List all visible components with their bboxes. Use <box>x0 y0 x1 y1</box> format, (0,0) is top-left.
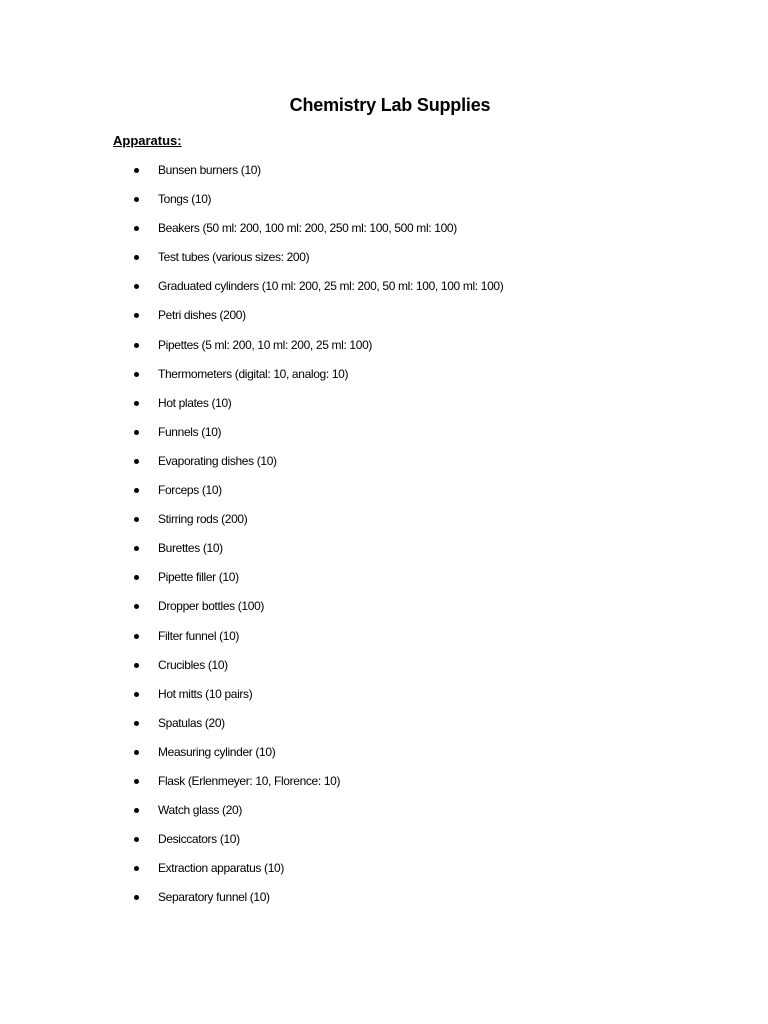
bullet-icon <box>134 430 139 435</box>
list-item <box>0 627 768 656</box>
list-item <box>0 306 768 335</box>
list-item <box>0 539 768 568</box>
list-item-text: Petri dishes (200) <box>158 308 246 323</box>
list-item <box>0 888 768 917</box>
list-item <box>0 190 768 219</box>
list-item-text: Filter funnel (10) <box>158 628 240 643</box>
list-item-text: Hot plates (10) <box>158 395 232 410</box>
bullet-icon <box>134 721 139 726</box>
list-item <box>0 859 768 888</box>
bullet-icon <box>134 750 139 755</box>
bullet-icon <box>134 488 139 493</box>
list-item <box>0 597 768 626</box>
list-item-text: Forceps (10) <box>158 483 222 498</box>
document-title: Chemistry Lab Supplies <box>289 95 491 115</box>
list-item <box>0 685 768 714</box>
list-item <box>0 219 768 248</box>
list-item-text: Bunsen burners (10) <box>158 163 261 177</box>
bullet-icon <box>134 546 139 551</box>
list-item-text: Test tubes (various sizes: 200) <box>158 250 310 265</box>
bullet-icon <box>134 575 139 580</box>
list-item <box>0 714 768 743</box>
list-item <box>0 277 768 306</box>
list-item <box>0 743 768 772</box>
list-item <box>0 481 768 510</box>
section-heading-apparatus: Apparatus: <box>113 133 182 148</box>
list-item-text: Burettes (10) <box>158 541 223 556</box>
bullet-icon <box>134 808 139 813</box>
list-item-text: Pipettes (5 ml: 200, 10 ml: 200, 25 ml: 100) <box>158 337 373 352</box>
bullet-icon <box>134 401 139 406</box>
list-item-text: Watch glass (20) <box>158 803 242 818</box>
list-item-text: Beakers (50 ml: 200, 100 ml: 200, 250 ml: 100, 500 ml: 100) <box>158 221 457 236</box>
bullet-icon <box>134 895 139 900</box>
bullet-icon <box>134 343 139 348</box>
bullet-icon <box>134 459 139 464</box>
bullet-icon <box>134 634 139 639</box>
list-item-text: Desiccators (10) <box>158 832 240 847</box>
bullet-icon <box>134 837 139 842</box>
bullet-icon <box>134 255 139 260</box>
list-item <box>0 248 768 277</box>
list-item-text: Crucibles (10) <box>158 657 228 672</box>
list-item <box>0 830 768 859</box>
list-item <box>0 365 768 394</box>
list-item-text: Separatory funnel (10) <box>158 890 270 905</box>
list-item <box>0 394 768 423</box>
list-item-text: Tongs (10) <box>158 192 212 207</box>
list-item-text: Dropper bottles (100) <box>158 599 265 614</box>
list-item <box>0 656 768 685</box>
bullet-icon <box>134 779 139 784</box>
list-item-text: Evaporating dishes (10) <box>158 453 277 468</box>
list-item-text: Pipette filler (10) <box>158 570 239 585</box>
list-item <box>0 452 768 481</box>
list-item-text: Flask (Erlenmeyer: 10, Florence: 10) <box>158 773 341 788</box>
list-item <box>0 510 768 539</box>
bullet-icon <box>134 663 139 668</box>
list-item <box>0 423 768 452</box>
list-item-text: Hot mitts (10 pairs) <box>158 686 253 701</box>
list-item <box>0 772 768 801</box>
bullet-icon <box>134 866 139 871</box>
apparatus-list <box>0 161 768 917</box>
bullet-icon <box>134 517 139 522</box>
list-item-text: Graduated cylinders (10 ml: 200, 25 ml: 200, 50 ml: 100, 100 ml: 100) <box>158 279 504 294</box>
list-item <box>0 336 768 365</box>
list-item-text: Measuring cylinder (10) <box>158 744 276 759</box>
bullet-icon <box>134 226 139 231</box>
list-item <box>0 568 768 597</box>
bullet-icon <box>134 284 139 289</box>
bullet-icon <box>134 313 139 318</box>
bullet-icon <box>134 604 139 609</box>
list-item-text: Stirring rods (200) <box>158 512 248 527</box>
list-item <box>0 801 768 830</box>
list-item-text: Extraction apparatus (10) <box>158 861 284 876</box>
list-item-text: Thermometers (digital: 10, analog: 10) <box>158 366 349 381</box>
bullet-icon <box>134 197 139 202</box>
list-item <box>0 161 768 190</box>
list-item-text: Spatulas (20) <box>158 715 225 730</box>
bullet-icon <box>134 692 139 697</box>
bullet-icon <box>134 372 139 377</box>
bullet-icon <box>134 168 139 173</box>
list-item-text: Funnels (10) <box>158 424 222 439</box>
